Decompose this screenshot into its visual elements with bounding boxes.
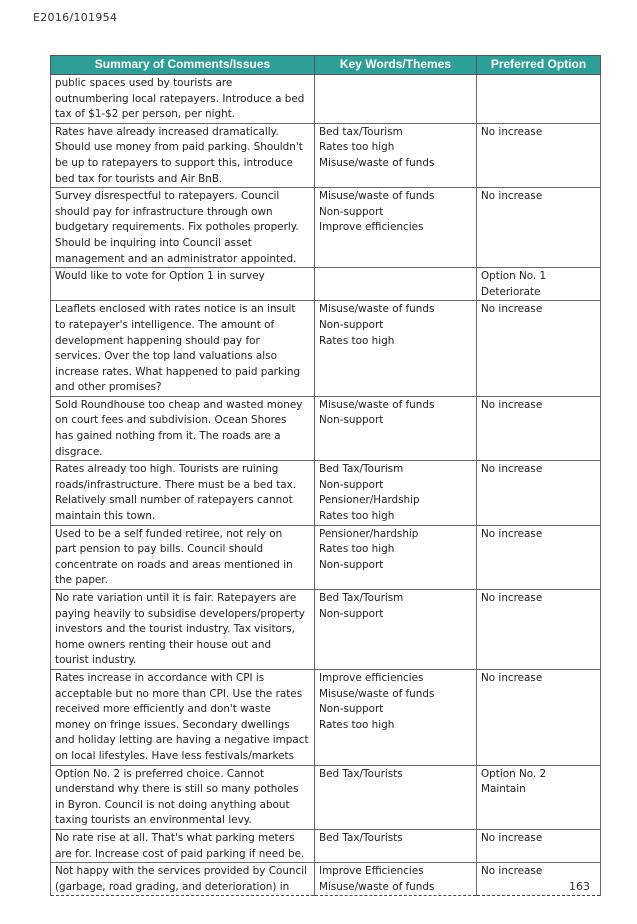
preferred-option-cell [477,829,601,862]
summary-cell [51,461,315,525]
summary-cell [51,829,315,862]
text-line: Bed Tax/Tourism [319,592,404,604]
table-body [51,75,601,896]
text-line: Rates too high [319,543,395,556]
text-line: Misuse/waste of funds [319,303,435,316]
text-line: No increase [481,125,543,138]
keywords-cell [315,669,477,765]
text-line: Not happy with the services provided by Council [55,865,307,878]
keywords-cell [315,765,477,829]
table-row [51,396,601,460]
text-line: No increase [481,398,543,411]
text-line: Bed Tax/Tourism [319,463,404,476]
text-line: No increase [481,831,543,844]
summary-cell [51,396,315,460]
text-line: are for. Increase cost of paid parking if need be. [55,847,305,860]
text-line: services. Over the top land valuations also [55,350,277,363]
preferred-option-cell [477,525,601,589]
table-row [51,461,601,525]
text-line: Non-support [319,478,384,491]
text-line: investors and the tourist industry. Tax visitors, [55,623,295,636]
text-line: paying heavily to subsidise developers/property [55,607,305,620]
keywords-cell [315,590,477,670]
text-line: No increase [481,865,543,878]
table-row [51,669,601,765]
text-line: bed tax for tourists and Air BnB. [55,172,223,185]
text-line: Deteriorate [481,285,541,298]
preferred-option-cell [477,188,601,268]
text-line: No rate rise at all. That's what parking meters [55,831,295,844]
keywords-cell [315,188,477,268]
table-row [51,75,601,124]
text-line: Misuse/waste of funds [319,880,435,893]
keywords-cell [315,525,477,589]
text-line: Rates have already increased dramatically. [55,125,279,138]
text-line: the paper. [55,574,108,587]
comments-table [50,55,601,896]
text-line: increase rates. What happened to paid parking [55,365,301,378]
keywords-cell [315,75,477,124]
text-line: Used to be a self funded retiree, not rely on [55,527,283,540]
page-number: 163 [569,880,590,893]
text-line: management and an administrator appointed. [55,252,297,265]
summary-cell [51,268,315,301]
keywords-cell [315,461,477,525]
text-line: taxing tourists an environmental levy. [55,814,252,827]
preferred-option-cell [477,301,601,397]
text-line: Rates already too high. Tourists are ruining [55,463,279,476]
preferred-option-cell [477,590,601,670]
text-line: No increase [481,671,543,684]
text-line: in Byron. Council is not doing anything about [55,798,290,811]
text-line: Maintain [481,783,526,796]
keywords-cell [315,268,477,301]
preferred-option-cell [477,396,601,460]
summary-cell [51,669,315,765]
text-line: Misuse/waste of funds [319,398,435,411]
table-row [51,301,601,397]
document-id: E2016/101954 [33,11,118,24]
text-line: Bed Tax/Tourists [319,831,403,844]
table-row [51,590,601,670]
text-line: Rates too high [319,718,395,731]
text-line: (garbage, road grading, and deterioration) in [55,880,290,893]
text-line: on local lifestyles. Have less festivals/markets [55,749,294,762]
table-row [51,863,601,896]
text-line: should pay for infrastructure through own [55,205,273,218]
text-line: home owners renting their house out and [55,638,272,651]
text-line: No increase [481,190,543,203]
text-line: Improve Efficiencies [319,865,424,878]
text-line: part pension to pay bills. Council should [55,543,264,556]
text-line: Non-support [319,607,384,620]
keywords-cell [315,863,477,896]
text-line: public spaces used by tourists are [55,77,233,89]
text-line: Improve efficiencies [319,221,424,234]
text-line: Sold Roundhouse too cheap and wasted money [55,398,303,411]
text-line: Non-support [319,205,384,218]
preferred-option-cell [477,268,601,301]
text-line: to ratepayer's intelligence. The amount of [55,318,275,331]
table-row [51,268,601,301]
text-line: acceptable but no more than CPI. Use the rates [55,687,303,700]
text-line: Rates too high [319,334,395,347]
text-line: Option No. 2 is preferred choice. Cannot [55,767,265,780]
preferred-option-cell [477,765,601,829]
table-header-row [51,56,601,75]
keywords-cell [315,396,477,460]
summary-cell [51,590,315,670]
text-line: Misuse/waste of funds [319,156,435,169]
table-row [51,765,601,829]
text-line: Option No. 2 [481,767,547,780]
text-line: Non-support [319,318,384,331]
text-line: Should be inquiring into Council asset [55,236,252,249]
text-line: received more efficiently and don't waste [55,703,271,716]
text-line: roads/infrastructure. There must be a bed tax. [55,478,297,491]
text-line: Pensioner/hardship [319,527,419,540]
text-line: Non-support [319,703,384,716]
summary-cell [51,863,315,896]
text-line: Leaflets enclosed with rates notice is an insult [55,303,296,316]
text-line: understand why there is still so many potholes [55,783,299,796]
text-line: Rates too high [319,141,395,154]
text-line: Bed Tax/Tourists [319,767,403,780]
text-line: No increase [481,303,543,316]
text-line: money on fringe issues. Secondary dwellings [55,718,290,731]
summary-cell [51,765,315,829]
text-line: be up to ratepayers to support this, introduce [55,156,293,169]
header-preferred-option: Preferred Option [477,56,601,75]
keywords-cell [315,829,477,862]
text-line: concentrate on roads and areas mentioned in [55,558,293,571]
preferred-option-cell [477,461,601,525]
table-row [51,829,601,862]
keywords-cell [315,123,477,187]
text-line: Pensioner/Hardship [319,494,420,507]
text-line: Improve efficiencies [319,671,424,684]
preferred-option-cell [477,75,601,124]
text-line: Bed tax/Tourism [319,125,403,138]
text-line: and other promises? [55,381,162,394]
header-summary: Summary of Comments/Issues [51,56,315,75]
table-row [51,123,601,187]
text-line: No increase [481,463,543,476]
text-line: Would like to vote for Option 1 in survey [55,270,265,283]
text-line: development happening should pay for [55,334,260,347]
text-line: outnumbering local ratepayers. Introduce a bed [55,92,305,105]
keywords-cell [315,301,477,397]
preferred-option-cell [477,669,601,765]
table-row [51,525,601,589]
summary-cell [51,75,315,124]
text-line: No increase [481,592,543,604]
text-line: No increase [481,527,543,540]
text-line: on court fees and subdivision. Ocean Shores [55,414,287,427]
text-line: Option No. 1 [481,270,547,283]
text-line: tax of $1-$2 per person, per night. [55,108,236,121]
text-line: maintain this town. [55,510,156,523]
text-line: budgetary requirements. Fix potholes properly. [55,221,299,234]
text-line: Non-support [319,558,384,571]
text-line: and holiday letting are having a negative impact [55,734,309,747]
text-line: tourist industry. [55,654,137,667]
text-line: No rate variation until it is fair. Ratepayers are [55,592,297,604]
preferred-option-cell [477,123,601,187]
summary-cell [51,301,315,397]
text-line: Non-support [319,414,384,427]
summary-cell [51,123,315,187]
summary-cell [51,525,315,589]
text-line: has gained nothing from it. The roads are a [55,430,281,443]
text-line: Survey disrespectful to ratepayers. Council [55,190,280,203]
text-line: disgrace. [55,445,103,458]
header-keywords: Key Words/Themes [315,56,477,75]
text-line: Rates increase in accordance with CPI is [55,671,265,684]
table-row [51,188,601,268]
text-line: Misuse/waste of funds [319,687,435,700]
text-line: Should use money from paid parking. Shouldn't [55,141,303,154]
summary-cell [51,188,315,268]
text-line: Misuse/waste of funds [319,190,435,203]
text-line: Relatively small number of ratepayers cannot [55,494,293,507]
text-line: Rates too high [319,510,395,523]
